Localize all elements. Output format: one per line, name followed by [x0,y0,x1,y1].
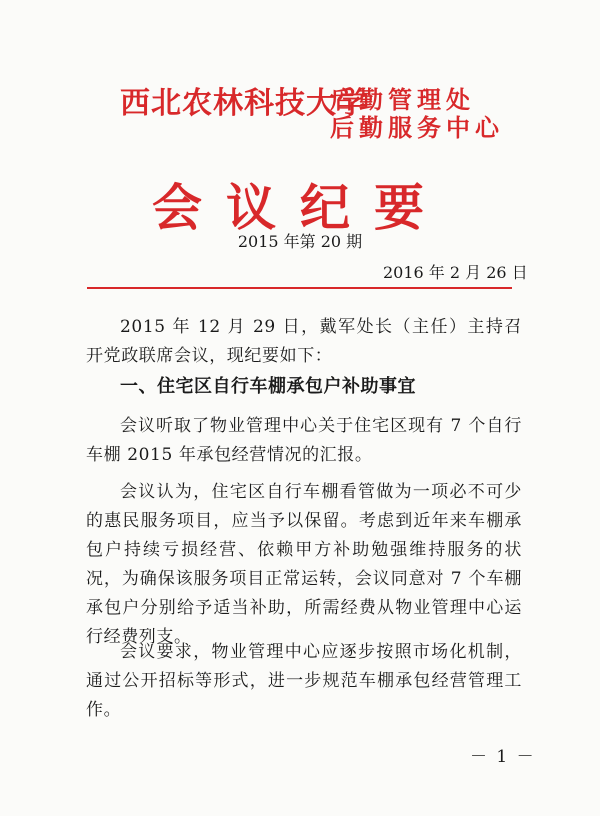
document-date: 2016 年 2 月 26 日 [383,263,528,282]
paragraph-decision: 会议认为，住宅区自行车棚看管做为一项必不可少的惠民服务项目，应当予以保留。考虑到近年来车棚承包户持续亏损经营、依赖甲方补助勉强维持服务的状况，为确保该服务项目正常运转，会议同意对 7 个车棚承包户分别给予适当补助，所需经费从物业管理中心运行经费列支。 [86,482,522,647]
department-name-2: 后勤服务中心 [330,113,504,142]
paragraph-report: 会议听取了物业管理中心关于住宅区现有 7 个自行车棚 2015 年承包经营情况的汇报。 [86,416,522,465]
department-name-1: 后勤管理处 [330,85,475,114]
university-name: 西北农林科技大学 [120,86,368,121]
page-number: － 1 － [470,747,536,767]
paragraph-requirement: 会议要求，物业管理中心应逐步按照市场化机制，通过公开招标等形式，进一步规范车棚承包经营管理工作。 [86,642,522,720]
section-heading: 一、住宅区自行车棚承包户补助事宜 [120,376,416,397]
issue-number: 2015 年第 20 期 [237,232,363,251]
red-divider [87,287,512,289]
document-title: 会议纪要 [152,178,448,237]
intro-paragraph: 2015 年 12 月 29 日，戴军处长（主任）主持召开党政联席会议，现纪要如下： [86,317,522,366]
